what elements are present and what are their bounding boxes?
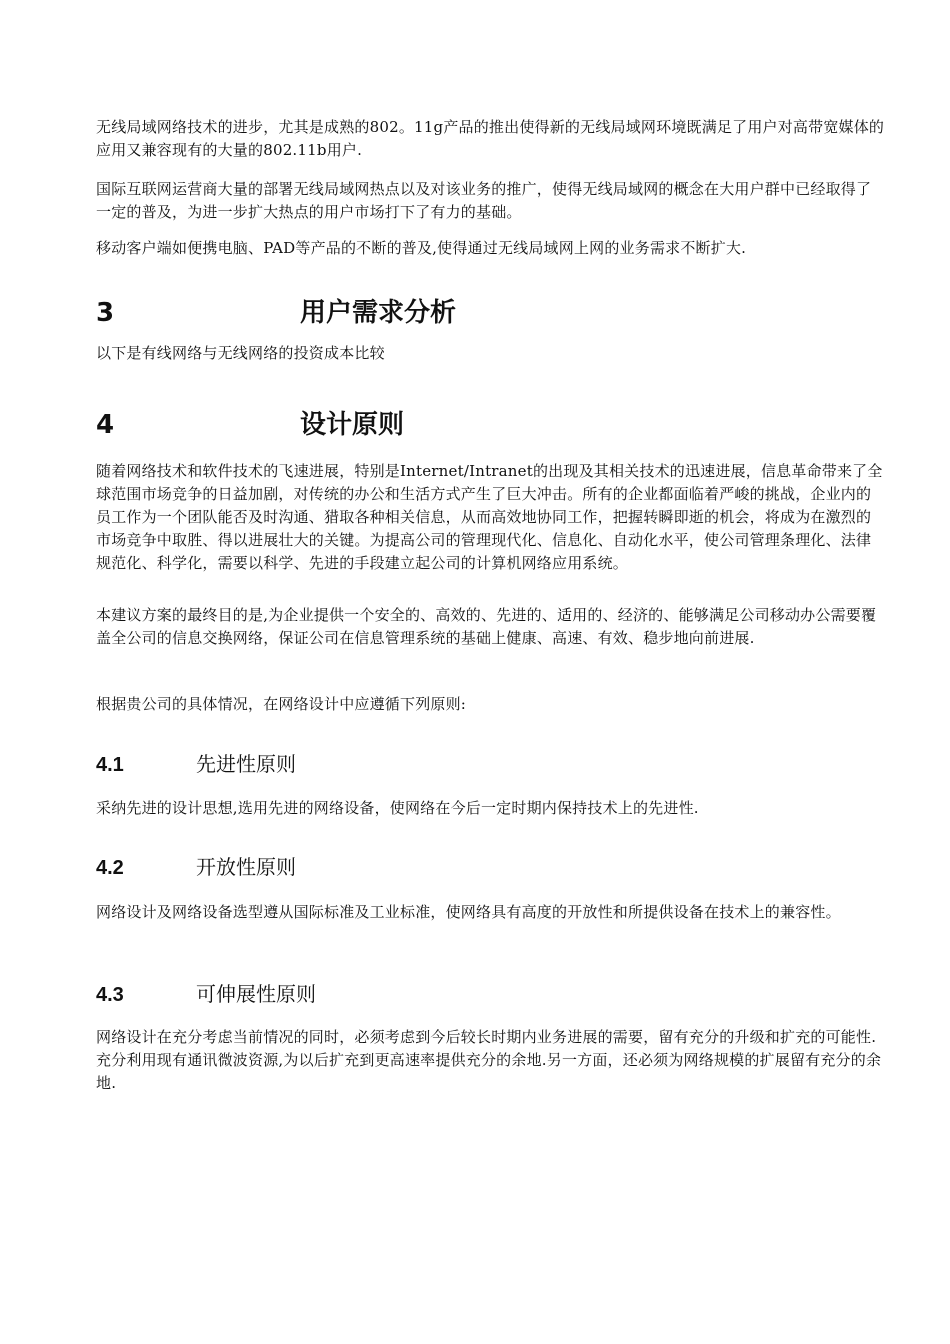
heading-number: 4.3 <box>96 984 124 1006</box>
section-4-3-paragraph-1: 网络设计在充分考虑当前情况的同时，必须考虑到今后较长时期内业务进展的需要，留有充分的升级和扩充的可能性.充分利用现有通讯微波资源,为以后扩充到更高速率提供充分的余地.另一方面，还必须为网络规模的扩展留有充分的余地. <box>96 1028 882 1092</box>
section-3-paragraph-1: 以下是有线网络与无线网络的投资成本比较 <box>96 344 385 362</box>
heading-title: 设计原则 <box>300 410 405 440</box>
section-4-paragraph-1: 随着网络技术和软件技术的飞速进展，特别是Internet/Intranet的出现及其相关技术的迅速进展，信息革命带来了全球范围市场竞争的日益加剧，对传统的办公和生活方式产生了巨大冲击。所有的企业都面临着严峻的挑战，企业内的员工作为一个团队能否及时沟通、猎取各种相关信息，从而高效地协同工作，把握转瞬即逝的机会，将成为在激烈的市场竞争中取胜、得以进展壮大的关键。为提高公司的管理现代化、信息化、自动化水平，使公司管理条理化、法律规范化、科学化，需要以科学、先进的手段建立起公司的计算机网络应用系统。 <box>96 462 883 572</box>
intro-paragraph-3: 移动客户端如便携电脑、PAD等产品的不断的普及,使得通过无线局域网上网的业务需求不断扩大. <box>96 239 747 257</box>
section-4-1-paragraph-1: 采纳先进的设计思想,选用先进的网络设备，使网络在今后一定时期内保持技术上的先进性. <box>96 799 699 817</box>
intro-paragraph-2: 国际互联网运营商大量的部署无线局域网热点以及对该业务的推广，使得无线局域网的概念在大用户群中已经取得了一定的普及，为进一步扩大热点的用户市场打下了有力的基础。 <box>96 180 872 221</box>
heading-number: 4.1 <box>96 754 124 776</box>
heading-title: 用户需求分析 <box>300 298 457 328</box>
section-4-paragraph-3: 根据贵公司的具体情况，在网络设计中应遵循下列原则: <box>96 695 467 713</box>
section-4-paragraph-2: 本建议方案的最终目的是,为企业提供一个安全的、高效的、先进的、适用的、经济的、能够满足公司移动办公需要覆盖全公司的信息交换网络，保证公司在信息管理系统的基础上健康、高速、有效、稳步地向前进展. <box>96 606 877 647</box>
heading-title: 先进性原则 <box>196 754 296 776</box>
heading-number: 4 <box>96 410 115 440</box>
intro-paragraph-1: 无线局域网络技术的进步，尤其是成熟的802。11g产品的推出使得新的无线局域网环境既满足了用户对高带宽媒体的应用又兼容现有的大量的802.11b用户. <box>96 118 885 159</box>
heading-title: 开放性原则 <box>196 857 296 879</box>
heading-number: 3 <box>96 298 115 328</box>
heading-number: 4.2 <box>96 857 124 879</box>
section-4-2-paragraph-1: 网络设计及网络设备选型遵从国际标准及工业标准，使网络具有高度的开放性和所提供设备在技术上的兼容性。 <box>96 903 841 921</box>
heading-title: 可伸展性原则 <box>196 984 316 1006</box>
